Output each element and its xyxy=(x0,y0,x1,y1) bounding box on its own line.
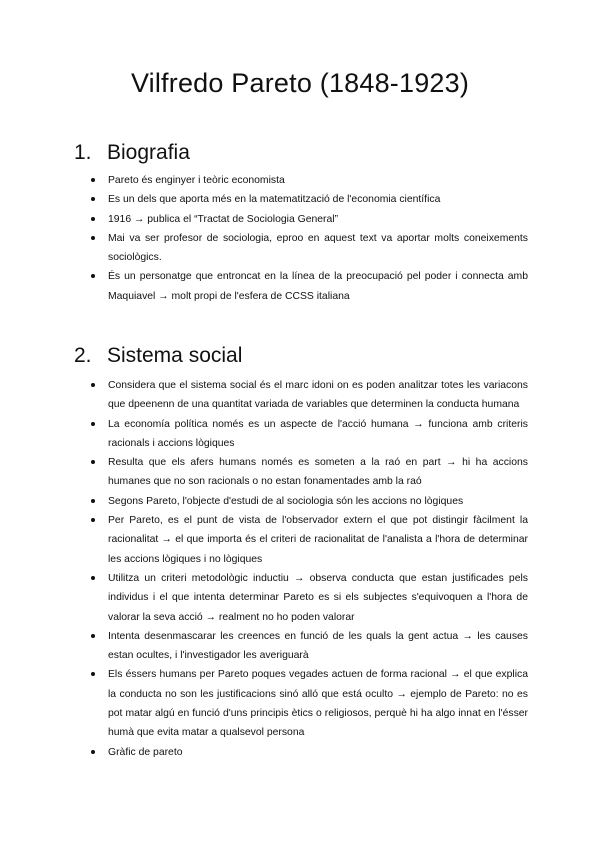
page-title: Vilfredo Pareto (1848-1923) xyxy=(130,68,470,98)
list-item: Pareto és enginyer i teòric economista xyxy=(90,171,528,190)
list-item: Segons Pareto, l'objecte d'estudi de al sociologia són les accions no lògiques xyxy=(90,492,528,511)
section-title: Sistema social xyxy=(107,344,243,367)
biografia-list xyxy=(90,171,528,306)
section-title: Biografia xyxy=(107,141,190,164)
list-item: 1916 → publica el “Tractat de Sociologia General” xyxy=(90,210,528,229)
list-item: Considera que el sistema social és el marc idoni on es poden analitzar totes les variacons que dpeenenn de una quantitat variada de variables que determinen la conducta humana xyxy=(90,376,528,415)
sistema-social-list xyxy=(90,376,528,762)
list-item: Per Pareto, es el punt de vista de l'observador extern el que pot distingir fàcilment la racionalitat → el que importa és el criteri de racionalitat de l'analista a l'hora de determinar les accions lògiques i no lògiques xyxy=(90,511,528,569)
list-item: Resulta que els afers humans només es someten a la raó en part → hi ha accions humanes que no son racionals o no estan fonamentades amb la raó xyxy=(90,453,528,492)
list-item: Mai va ser profesor de sociologia, eproo en aquest text va aportar molts coneixements sociològics. xyxy=(90,229,528,268)
section-number: 2. xyxy=(74,344,92,367)
list-item: Es un dels que aporta més en la matematització de l'economia científica xyxy=(90,190,528,209)
list-item: Utilitza un criteri metodològic inductiu → observa conducta que estan justificades pels individus i el que intenta determinar Pareto es si els subjectes s'equivoquen a l'hora de valorar la seva acció → realment no ho poden valorar xyxy=(90,569,528,627)
list-item: És un personatge que entroncat en la línea de la preocupació pel poder i connecta amb Maquiavel → molt propi de l'esfera de CCSS italiana xyxy=(90,267,528,306)
list-item: Els éssers humans per Pareto poques vegades actuen de forma racional → el que explica la conducta no son les justificacions sinó alló que está oculto → ejemplo de Pareto: no es pot matar algú en funció d'uns principis ètics o religiosos, perquè hi ha algo innat en l'ésser humà que evita matar a qualsevol persona xyxy=(90,665,528,742)
list-item: Intenta desenmascarar les creences en funció de les quals la gent actua → les causes estan ocultes, i l'investigador les averiguarà xyxy=(90,627,528,666)
list-item: Gràfic de pareto xyxy=(90,743,528,762)
section-number: 1. xyxy=(74,141,92,164)
section-heading-biografia xyxy=(74,141,190,165)
section-heading-sistema-social xyxy=(74,344,242,368)
list-item: La economía política només es un aspecte de l'acció humana → funciona amb criteris racionals i accions lògiques xyxy=(90,415,528,454)
